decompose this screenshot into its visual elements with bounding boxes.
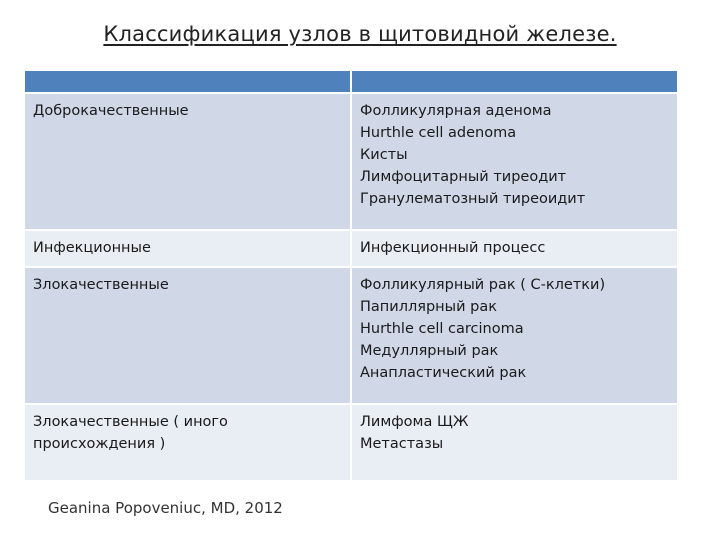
item-text: Метастазы <box>360 436 444 452</box>
item-text: Медуллярный рак <box>360 343 499 359</box>
table-row-malignant <box>25 267 678 404</box>
item-text: Hurthle cell adenoma <box>360 125 517 141</box>
classification-table <box>25 71 679 482</box>
item-text: Hurthle cell carcinoma <box>360 321 524 337</box>
item-text: Инфекционный процесс <box>360 240 546 256</box>
table-row-infectious <box>25 230 678 267</box>
category-label: происхождения ) <box>33 436 166 452</box>
item-text: Гранулематозный тиреоидит <box>360 191 586 207</box>
table-row-benign <box>25 93 678 230</box>
category-cell <box>25 267 351 404</box>
table-header-row <box>25 71 678 93</box>
items-cell <box>351 404 678 481</box>
author-credit: Geanina Popoveniuc, MD, 2012 <box>48 499 283 517</box>
category-label: Доброкачественные <box>33 103 189 119</box>
items-cell <box>351 93 678 230</box>
category-cell <box>25 93 351 230</box>
item-text: Фолликулярная аденома <box>360 103 552 119</box>
slide-title: Классификация узлов в щитовидной железе. <box>103 22 617 46</box>
item-text: Кисты <box>360 147 408 163</box>
item-text: Лимфоцитарный тиреодит <box>360 169 567 185</box>
item-text: Лимфома ЩЖ <box>360 414 469 430</box>
category-label: Злокачественные <box>33 277 169 293</box>
item-text: Анапластический рак <box>360 365 527 381</box>
category-cell <box>25 230 351 267</box>
category-label: Инфекционные <box>33 240 151 256</box>
header-cell-category <box>25 71 351 93</box>
category-label: Злокачественные ( иного <box>33 414 228 430</box>
category-cell <box>25 404 351 481</box>
header-cell-items <box>351 71 678 93</box>
item-text: Папиллярный рак <box>360 299 497 315</box>
items-cell <box>351 267 678 404</box>
items-cell <box>351 230 678 267</box>
table-row-malignant-other <box>25 404 678 481</box>
item-text: Фолликулярный рак ( С-клетки) <box>360 277 606 293</box>
